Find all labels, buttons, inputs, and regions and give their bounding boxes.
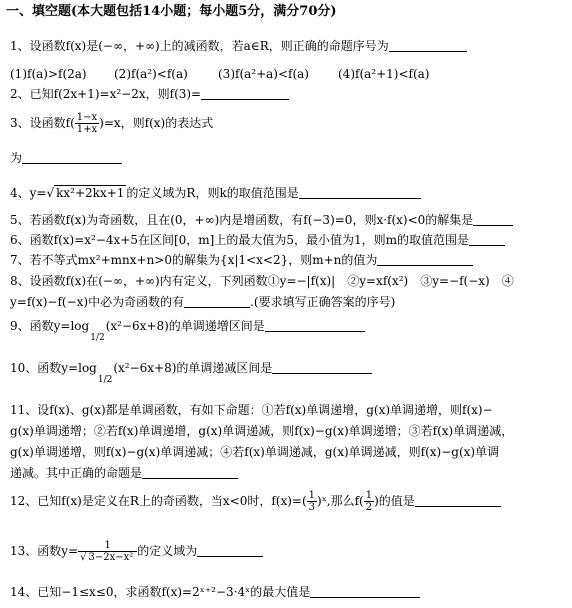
question-10 — [10, 360, 372, 388]
question-4-stem-end: 的定义域为R，则k的取值范围是 — [126, 186, 299, 200]
question-11-line-1: 11、设f(x)、g(x)都是单调函数，有如下命题：①若f(x)单调递增，g(x)单调递增，则f(x)− — [10, 403, 493, 417]
question-11-end: 递减。其中正确的命题是 — [10, 466, 143, 480]
answer-blank — [377, 253, 473, 266]
question-7 — [10, 252, 473, 268]
question-12 — [10, 490, 501, 513]
question-1-options — [10, 66, 429, 82]
question-9-stem: 9、函数y=log — [10, 319, 90, 333]
option-3: (3)f(a²+a)<f(a) — [218, 67, 309, 81]
question-8-note: .(要求填写正确答案的序号) — [250, 295, 396, 309]
answer-blank — [310, 585, 420, 598]
question-9 — [10, 318, 365, 346]
option-4: (4)f(a²+1)<f(a) — [338, 67, 430, 81]
denominator: 3 — [308, 502, 316, 513]
question-1 — [10, 38, 467, 54]
question-9-stem-end: (x²−6x+8)的单调递增区间是 — [105, 319, 265, 333]
question-13-stem: 13、函数y= — [10, 544, 79, 558]
numerator: 1 — [78, 540, 137, 552]
answer-blank — [265, 319, 365, 332]
question-11-line-3: g(x)单调递增，则f(x)−g(x)单调递减；④若f(x)单调递减，g(x)单调递减，则f(x)−g(x)单调 — [10, 445, 500, 459]
question-8-continuation: y=f(x)−f(−x)中必为奇函数的有 — [10, 295, 185, 309]
option-2: (2)f(a²)<f(a) — [114, 67, 188, 81]
question-5 — [10, 212, 513, 228]
denominator: 1+x — [76, 124, 98, 135]
question-6-stem: 6、函数f(x)=x²−4x+5在区间[0，m]上的最大值为5，最小值为1，则m的取值范围是 — [10, 233, 470, 247]
question-8-stem: 8、设函数f(x)在(−∞，+∞)内有定义，下列函数①y=−|f(x)| ②y=xf(x²) ③y=−f(−x) ④ — [10, 274, 514, 288]
question-8 — [10, 273, 514, 289]
question-3 — [10, 112, 213, 135]
question-1-stem: 1、设函数f(x)是(−∞，+∞)上的减函数，若a∈R，则正确的命题序号为 — [10, 39, 389, 53]
question-3-stem-end: )=x，则f(x)的表达式 — [99, 116, 214, 130]
question-7-stem: 7、若不等式mx²+mnx+n>0的解集为{x|1<x<2}，则m+n的值为 — [10, 253, 378, 267]
answer-blank — [197, 544, 263, 557]
section-heading: 一、填空题(本大题包括14小题；每小题5分，满分70分) — [6, 4, 337, 19]
answer-blank — [473, 213, 513, 226]
answer-blank — [201, 87, 289, 100]
question-3-continuation: 为 — [10, 151, 23, 165]
question-14-stem: 14、已知−1≤x≤0，求函数f(x)=2ˣ⁺²−3·4ˣ的最大值是 — [10, 585, 311, 599]
question-13-stem-end: 的定义域为 — [137, 544, 198, 558]
question-11-line-2: g(x)单调递增；②若f(x)单调递增，g(x)单调递减，则f(x)−g(x)单调递增；③若f(x)单调递减， — [10, 424, 514, 438]
question-6 — [10, 232, 505, 248]
question-4-stem: 4、y= — [10, 186, 47, 200]
question-3-stem: 3、设函数f( — [10, 116, 75, 130]
question-11-line-4 — [10, 465, 238, 481]
denominator: 2 — [365, 502, 373, 513]
fraction — [78, 540, 137, 563]
radicand: kx²+2kx+1 — [56, 186, 125, 200]
question-3-line-2 — [10, 150, 122, 166]
question-2-stem: 2、已知f(2x+1)=x²−2x，则f(3)= — [10, 87, 202, 101]
question-4: 4、y=√ kx²+2kx+1 的定义域为R，则k的取值范围是 — [10, 185, 421, 201]
log-base: 1/2 — [90, 333, 105, 343]
numerator: 1 — [308, 490, 316, 501]
question-12-stem: 12、已知f(x)是定义在R上的奇函数，当x<0时，f(x)=( — [10, 494, 307, 508]
radicand: 3−2x−x² — [88, 552, 134, 563]
answer-blank — [184, 295, 250, 308]
answer-blank — [415, 494, 501, 507]
answer-blank — [299, 186, 421, 199]
answer-blank — [469, 233, 505, 246]
fraction — [75, 112, 99, 135]
question-12-stem-end: )的值是 — [374, 494, 415, 508]
answer-blank — [389, 39, 467, 52]
answer-blank — [142, 466, 238, 479]
question-5-stem: 5、若函数f(x)为奇函数，且在(0，+∞)内是增函数，有f(−3)=0，则x·f(x)<0的解集是 — [10, 213, 474, 227]
question-2 — [10, 86, 289, 102]
fraction — [307, 490, 317, 513]
question-13 — [10, 540, 263, 563]
answer-blank — [22, 151, 122, 164]
question-8-line-2 — [10, 294, 395, 310]
denominator: √ 3−2x−x² — [80, 552, 134, 563]
question-14 — [10, 584, 420, 600]
question-12-stem-mid: )ˣ,那么f( — [317, 494, 364, 508]
log-base: 1/2 — [97, 375, 113, 385]
option-1: (1)f(a)>f(2a) — [10, 67, 87, 81]
question-10-stem-end: (x²−6x+8)的单调递减区间是 — [113, 361, 273, 375]
numerator: 1 — [365, 490, 373, 501]
numerator: 1−x — [76, 112, 98, 123]
question-10-stem: 10、函数y=log — [10, 361, 97, 375]
answer-blank — [272, 361, 372, 374]
fraction — [364, 490, 374, 513]
